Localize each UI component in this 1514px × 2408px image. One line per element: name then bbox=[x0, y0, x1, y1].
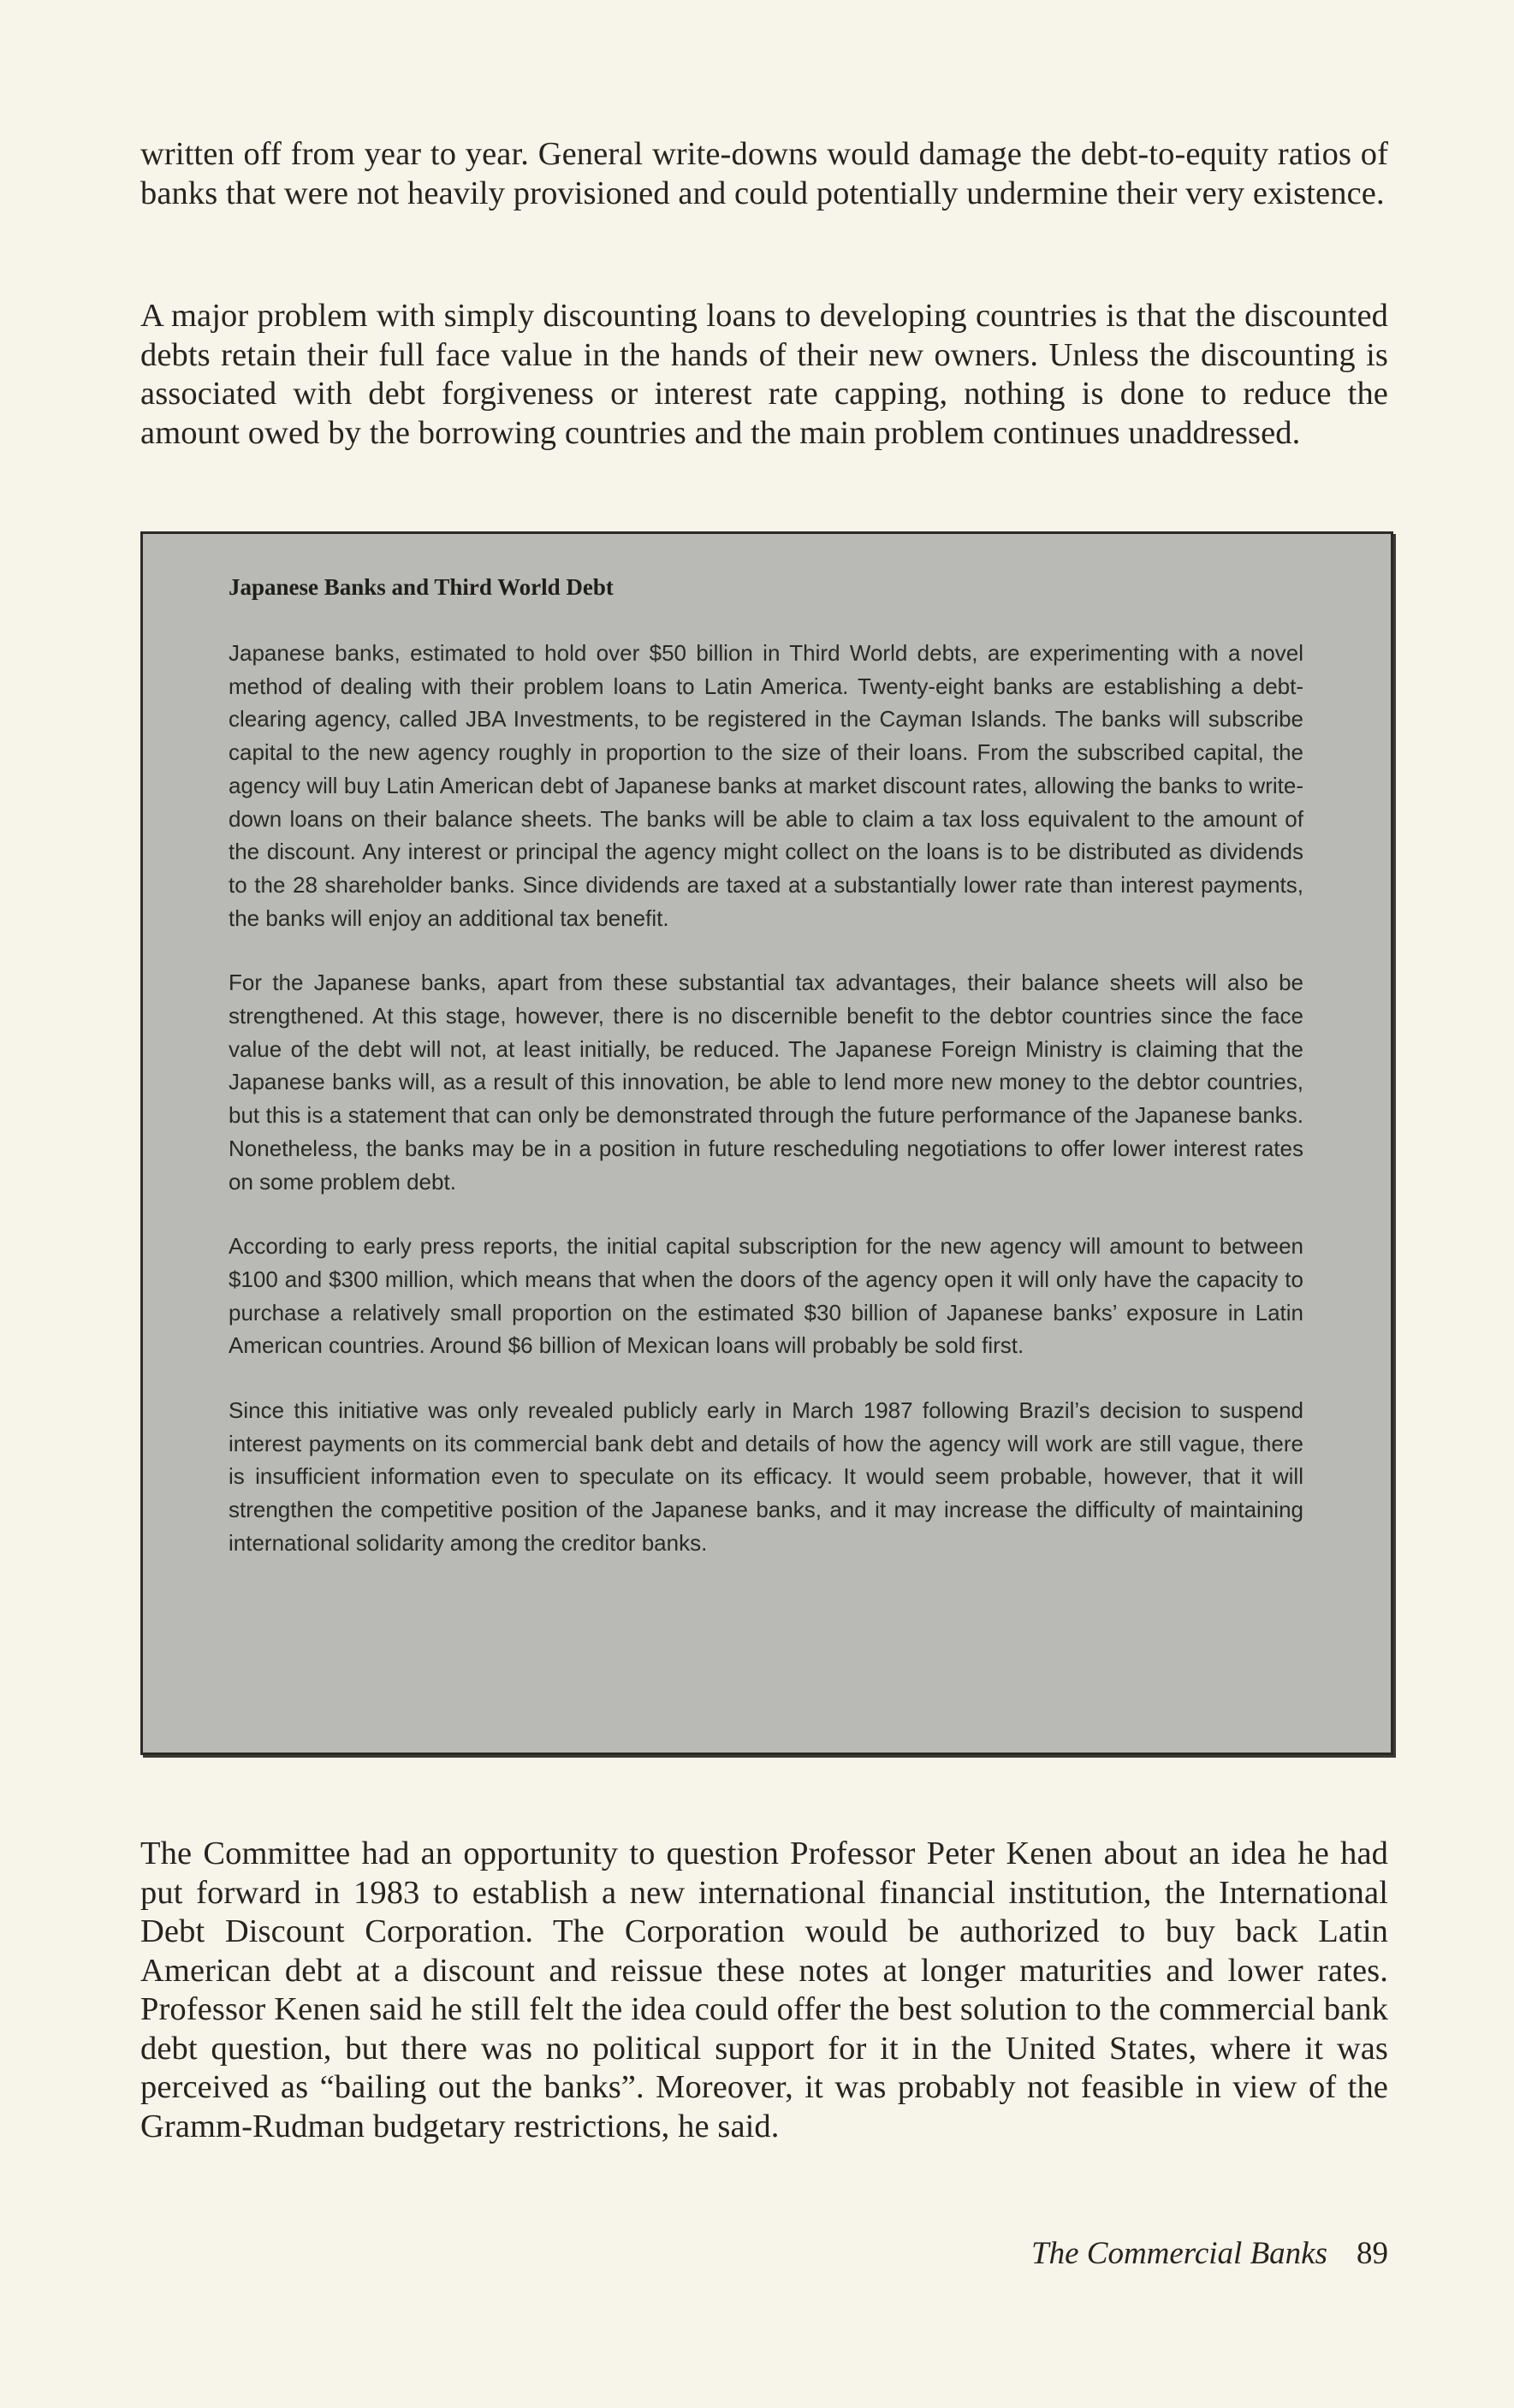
sidebar-title: Japanese Banks and Third World Debt bbox=[229, 574, 614, 600]
body-paragraph: A major problem with simply discounting loans to developing countries is that the discounted debts retain their full face value in the hands of their new owners. Unless the discounting is associated with debt forgiveness or interest rate capping, nothing is done to reduce the amount owed by the borrowing countries and the main problem continues unaddressed. bbox=[140, 298, 1388, 451]
sidebar-paragraph: For the Japanese banks, apart from these substantial tax advantages, their balance sheets will also be strengthened. At this stage, however, there is no discernible benefit to the debtor countries since the face value of the debt will not, at least initially, be reduced. The Japanese Foreign Ministry is claiming that the Japanese banks will, as a result of this innovation, be able to lend more new money to the debtor countries, but this is a statement that can only be demonstrated through the future performance of the Japanese banks. Nonetheless, the banks may be in a position in future rescheduling negotiations to offer lower interest rates on some problem debt. bbox=[229, 970, 1303, 1195]
running-head: The Commercial Banks bbox=[1031, 2236, 1327, 2271]
body-paragraph: The Committee had an opportunity to question Professor Peter Kenen about an idea he had put forward in 1983 to establish a new international financial institution, the International Debt Discount Corporation. The Corporation would be authorized to buy back Latin American debt at a discount and reissue these notes at longer maturities and lower rates. Professor Kenen said he still felt the idea could offer the best solution to the commercial bank debt question, but there was no political support for it in the United States, where it was perceived as “bailing out the banks”. Moreover, it was probably not feasible in view of the Gramm-Rudman budgetary restrictions, he said. bbox=[140, 1836, 1388, 2144]
page-number: 89 bbox=[1357, 2236, 1388, 2271]
sidebar-paragraph: According to early press reports, the initial capital subscription for the new agency will amount to between $100 and $300 million, which means that when the doors of the agency open it will only have the capacity to purchase a relatively small proportion on the estimated $30 billion of Japanese banks’ exposure in Latin American countries. Around $6 billion of Mexican loans will probably be sold first. bbox=[229, 1233, 1303, 1359]
sidebar-box bbox=[140, 531, 1393, 1755]
sidebar-content bbox=[229, 572, 1303, 1592]
page-footer bbox=[140, 2235, 1388, 2273]
sidebar-paragraph: Since this initiative was only revealed publicly early in March 1987 following Brazil’s decision to suspend interest payments on its commercial bank debt and details of how the agency will work are still vague, there is insufficient information even to speculate on its efficacy. It would seem probable, however, that it will strengthen the competitive position of the Japanese banks, and it may increase the difficulty of maintaining international solidarity among the creditor banks. bbox=[229, 1397, 1303, 1556]
body-paragraph: written off from year to year. General write-downs would damage the debt-to-equity ratios of banks that were not heavily provisioned and could potentially undermine their very existence. bbox=[140, 136, 1388, 211]
sidebar-paragraph: Japanese banks, estimated to hold over $50 billion in Third World debts, are experimenting with a novel method of dealing with their problem loans to Latin America. Twenty-eight banks are establishing a debt-clearing agency, called JBA Investments, to be registered in the Cayman Islands. The banks will subscribe capital to the new agency roughly in proportion to the size of their loans. From the subscribed capital, the agency will buy Latin American debt of Japanese banks at market discount rates, allowing the banks to write-down loans on their balance sheets. The banks will be able to claim a tax loss equivalent to the amount of the discount. Any interest or principal the agency might collect on the loans is to be distributed as dividends to the 28 shareholder banks. Since dividends are taxed at a substantially lower rate than interest payments, the banks will enjoy an additional tax benefit. bbox=[229, 640, 1303, 931]
